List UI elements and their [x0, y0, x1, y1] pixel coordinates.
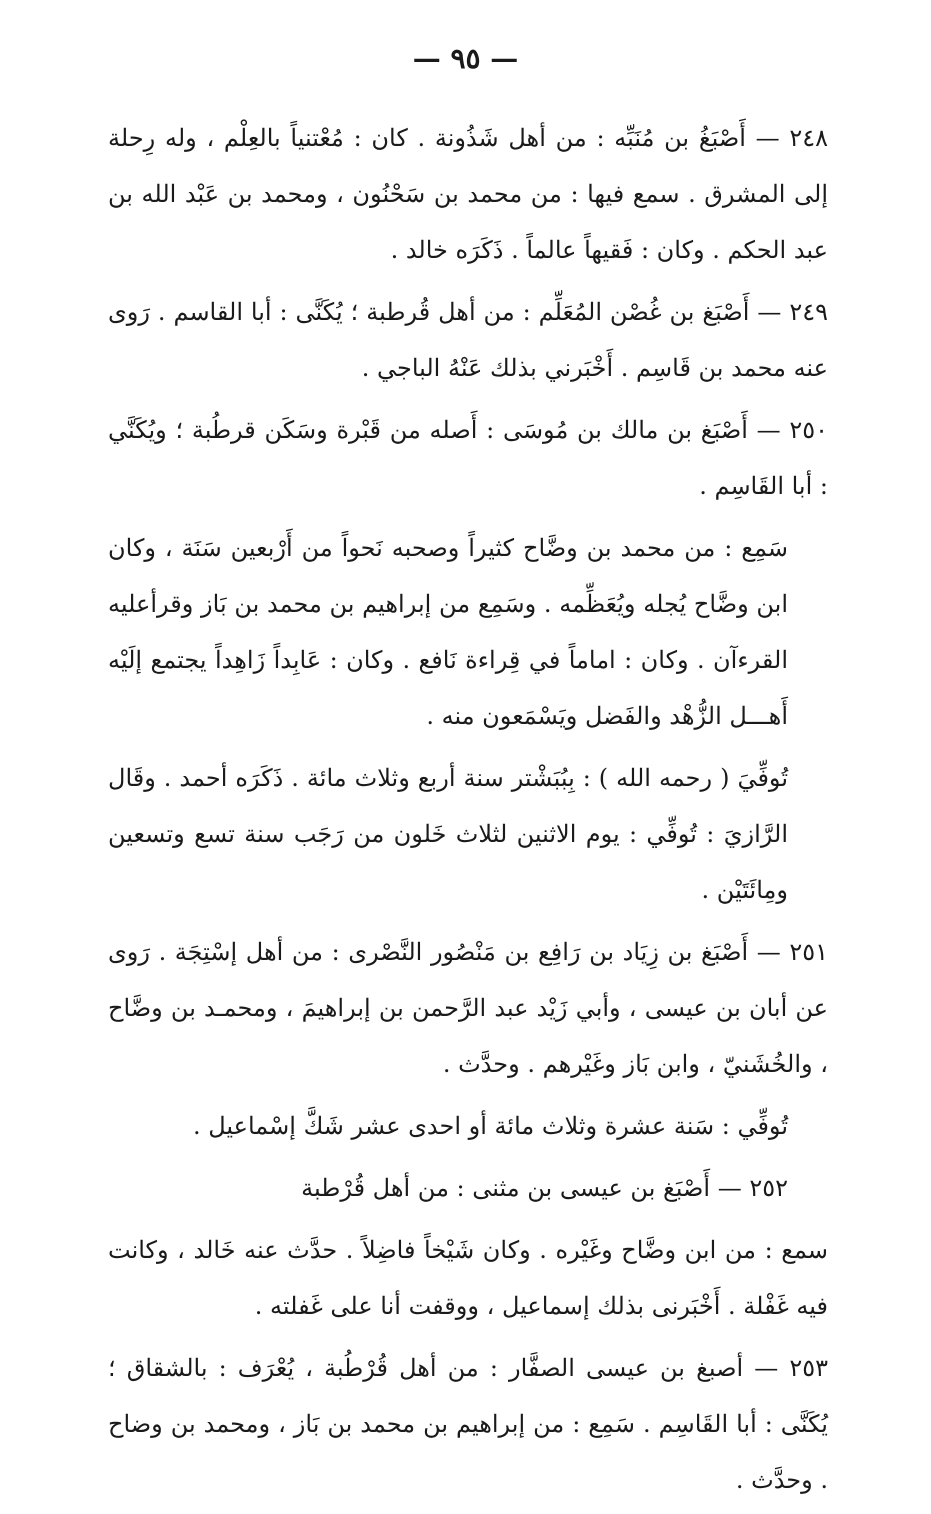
entry-text: ٢٥٠ — أَصْبَغ بن مالك بن مُوسَى : أَصله من قَبْرة وسَكَن قرطُبة ؛ ويُكَنَّي : أبا القَاسِم . [108, 416, 828, 500]
entry-250-paragraph-sama [108, 520, 828, 744]
entry-text: سَمِع : من محمد بن وضَّاح كثيراً وصحبه نَحواً من أَرْبعين سَنَة ، وكان ابن وضَّاح يُجله ويُعَظِّمه . وسَمِع من إبراهيم بن محمد بن بَاز وقرأعليه القرءآن . وكان : اماماً في قِراءة نَافع . وكان : عَابِداً زَاهِداً يجتمع إلَيْه أَهـــل الزُّهْد والفَضل ويَسْمَعون منه . [108, 534, 788, 730]
biographical-entries [108, 110, 828, 1514]
entry-249 [108, 284, 828, 396]
entry-text: ٢٥٣ — أصبغ بن عيسى الصفَّار : من أهل قُرْطُبة ، يُعْرَف : بالشقاق ؛ يُكَنَّى : أبا القَاسِم . سَمِع : من إبراهيم بن محمد بن بَاز ، ومحمد بن وضاح . وحدَّث . [108, 1354, 828, 1494]
entry-text: تُوفِّيَ ( رحمه الله ) : بِبُبَشْتر سنة أربع وثلاث مائة . ذَكَرَه أحمد . وقَال الرَّازيَ : تُوفِّي : يوم الاثنين لثلاث خَلون من رَجَب سنة تسع وتسعين ومِائَتَيْن . [108, 764, 788, 904]
entry-text: ٢٤٩ — أَصْبَغ بن غُصْن المُعَلِّم : من أهل قُرطبة ؛ يُكَنَّى : أبا القاسم . رَوى عنه محمد بن قَاسِم . أَخْبَرني بذلك عَنْهُ الباجي . [108, 298, 828, 382]
entry-253 [108, 1340, 828, 1508]
entry-251-paragraph-death [108, 1098, 828, 1154]
entry-250 [108, 402, 828, 514]
entry-text: ٢٥١ — أَصْبَغ بن زِيَاد بن رَافِع بن مَنْصُور النَّصْرى : من أهل إسْتِجَة . رَوى عن أبان بن عيسى ، وأبي زَيْد عبد الرَّحمن بن إبراهيمَ ، ومحمـد بن وضَّاح ، والخُشَنيّ ، وابن بَاز وغَيْرهم . وحدَّث . [108, 938, 828, 1078]
entry-252-paragraph-sama [108, 1222, 828, 1334]
entry-text: ٢٥٢ — أَصْبَغ بن عيسى بن مثنى : من أهل قُرْطبة [301, 1174, 788, 1202]
page-number: — ٩٥ — [412, 42, 519, 75]
entry-text: ٢٤٨ — أَصْبَغُ بن مُنَبِّه : من أهل شَذُونة . كان : مُعْتنياً بالعِلْم ، وله رِحلة إلى المشرق . سمع فيها : من محمد بن سَحْنُون ، ومحمد بن عَبْد الله بن عبد الحكم . وكان : فَقيهاً عالماً . ذَكَرَه خالد . [108, 124, 828, 264]
entry-251 [108, 924, 828, 1092]
entry-250-paragraph-death [108, 750, 828, 918]
entry-text: سمع : من ابن وضَّاح وغَيْره . وكان شَيْخاً فاضِلاً . حدَّث عنه خَالد ، وكانت فيه غَفْلة . أَخْبَرنى بذلك إسماعيل ، ووقفت أنا على غَفلته . [108, 1236, 828, 1320]
entry-248 [108, 110, 828, 278]
entry-252 [108, 1160, 828, 1216]
entry-text: تُوفِّي : سَنة عشرة وثلاث مائة أو احدى عشر شَكَّ إسْماعيل . [192, 1112, 788, 1140]
